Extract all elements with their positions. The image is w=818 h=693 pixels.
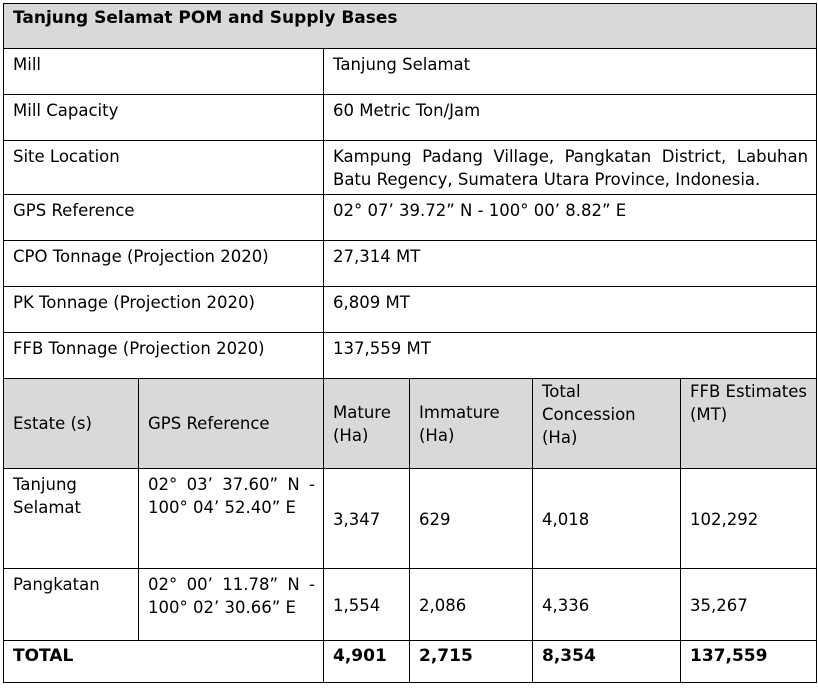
info-label: PK Tonnage (Projection 2020) xyxy=(4,287,324,333)
info-value: 27,314 MT xyxy=(324,241,817,287)
estate-row xyxy=(4,469,817,569)
header-gps-reference: GPS Reference xyxy=(139,379,324,469)
header-mature: Mature (Ha) xyxy=(324,379,410,469)
info-row-ffb-tonnage xyxy=(4,333,817,379)
info-row-cpo-tonnage xyxy=(4,241,817,287)
info-value: 137,559 MT xyxy=(324,333,817,379)
estate-mature: 3,347 xyxy=(324,469,410,569)
estate-ffb-estimates: 102,292 xyxy=(681,469,817,569)
header-immature: Immature (Ha) xyxy=(410,379,533,469)
total-ffb-estimates: 137,559 xyxy=(681,641,817,683)
header-estate: Estate (s) xyxy=(4,379,139,469)
info-label: Mill xyxy=(4,49,324,95)
info-value: 6,809 MT xyxy=(324,287,817,333)
total-row xyxy=(4,641,817,683)
document xyxy=(3,3,816,683)
info-label: Site Location xyxy=(4,141,324,195)
info-value: Kampung Padang Village, Pangkatan District, Labuhan Batu Regency, Sumatera Utara Province, Indonesia. xyxy=(324,141,817,195)
estate-mature: 1,554 xyxy=(324,569,410,641)
total-concession: 8,354 xyxy=(533,641,681,683)
mill-table xyxy=(3,3,817,683)
estate-total-concession: 4,336 xyxy=(533,569,681,641)
estate-header-row xyxy=(4,379,817,469)
info-label: Mill Capacity xyxy=(4,95,324,141)
estate-total-concession: 4,018 xyxy=(533,469,681,569)
info-label: FFB Tonnage (Projection 2020) xyxy=(4,333,324,379)
estate-immature: 2,086 xyxy=(410,569,533,641)
total-immature: 2,715 xyxy=(410,641,533,683)
info-row-pk-tonnage xyxy=(4,287,817,333)
info-label: CPO Tonnage (Projection 2020) xyxy=(4,241,324,287)
info-value: Tanjung Selamat xyxy=(324,49,817,95)
table-title: Tanjung Selamat POM and Supply Bases xyxy=(4,4,817,49)
estate-gps: 02° 00’ 11.78” N - 100° 02’ 30.66” E xyxy=(139,569,324,641)
info-row-mill xyxy=(4,49,817,95)
table-title-row xyxy=(4,4,817,49)
estate-gps: 02° 03’ 37.60” N - 100° 04’ 52.40” E xyxy=(139,469,324,569)
info-value: 60 Metric Ton/Jam xyxy=(324,95,817,141)
estate-name: Tanjung Selamat xyxy=(4,469,139,569)
estate-row xyxy=(4,569,817,641)
info-row-mill-capacity xyxy=(4,95,817,141)
info-label: GPS Reference xyxy=(4,195,324,241)
header-total-concession: Total Concession (Ha) xyxy=(533,379,681,469)
total-label: TOTAL xyxy=(4,641,324,683)
total-mature: 4,901 xyxy=(324,641,410,683)
info-value: 02° 07’ 39.72” N - 100° 00’ 8.82” E xyxy=(324,195,817,241)
estate-ffb-estimates: 35,267 xyxy=(681,569,817,641)
header-ffb-estimates: FFB Estimates (MT) xyxy=(681,379,817,469)
info-row-gps-reference xyxy=(4,195,817,241)
estate-name: Pangkatan xyxy=(4,569,139,641)
info-row-site-location xyxy=(4,141,817,195)
estate-immature: 629 xyxy=(410,469,533,569)
